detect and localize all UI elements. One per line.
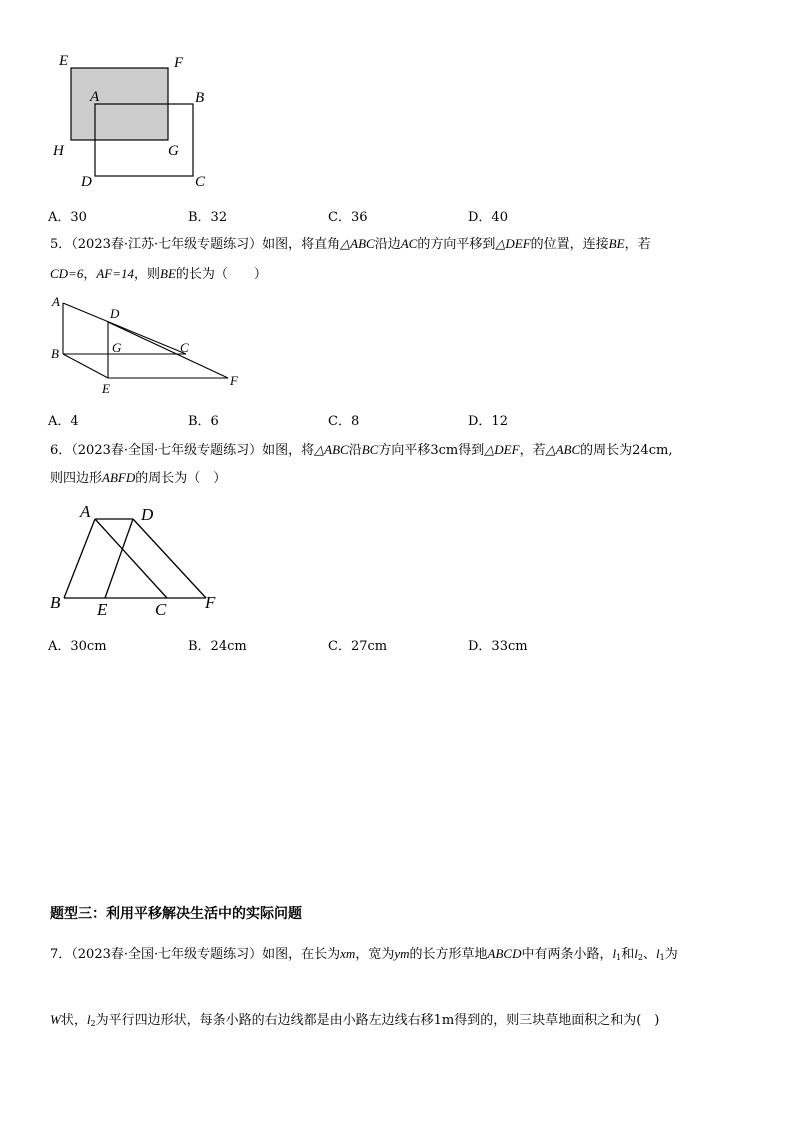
- q7-distance: 1m: [433, 1013, 455, 1028]
- q7-text: ，宽为: [355, 947, 395, 962]
- q7-subscript: 1: [616, 953, 622, 962]
- q5-option-d: D．12: [468, 414, 508, 429]
- label-A: A: [80, 502, 91, 521]
- q7-number: 7．: [50, 947, 72, 962]
- figure-rectangles: [40, 45, 230, 195]
- q6-option-b: B．24cm: [188, 639, 247, 654]
- q6-text: 的周长为（ ）: [135, 471, 227, 486]
- segment-ab: [64, 519, 95, 598]
- q7-text: 的长方形草地: [409, 947, 488, 962]
- q5-line-2: [50, 264, 267, 285]
- q7-subscript: 1: [659, 953, 665, 962]
- q4-option-d: D．40: [468, 210, 508, 225]
- q7-math-l: l: [634, 946, 638, 961]
- q6-source: （2023春·全国·七年级专题练习）: [71, 443, 263, 458]
- q4-option-a: A．30: [48, 210, 87, 225]
- q7-text: 为平行四边形状，每条小路的右边线都是由小路左边线右移: [95, 1013, 434, 1028]
- q7-math-x: xm: [340, 946, 356, 961]
- q6-line-2: [50, 468, 226, 489]
- label-C: C: [180, 340, 189, 355]
- q6-text: 方向平移: [378, 443, 431, 458]
- q5-option-b: B．6: [188, 414, 219, 429]
- q5-option-c: C．8: [328, 414, 360, 429]
- q7-text: 得到的，则三块草地面积之和为( ): [454, 1013, 660, 1028]
- q5-math-abc: △ABC: [340, 236, 375, 251]
- figure-q6: [40, 498, 240, 623]
- q7-math-l: l: [655, 946, 660, 961]
- q6-option-d: D．33cm: [468, 639, 528, 654]
- q5-text: ，则: [134, 267, 161, 282]
- label-D: D: [141, 505, 154, 524]
- q5-text: 的位置，连接: [530, 237, 609, 252]
- q5-math-af: AF=14: [96, 266, 135, 281]
- q5-text: 的方向平移到: [417, 237, 496, 252]
- q5-option-a: A．4: [48, 414, 79, 429]
- label-E: E: [102, 381, 110, 396]
- label-D: D: [110, 306, 120, 321]
- q5-text: 如图，将直角: [262, 237, 341, 252]
- q5-number: 5．: [50, 237, 72, 252]
- q7-math-abcd: ABCD: [487, 946, 522, 961]
- q6-option-c: C．27cm: [328, 639, 388, 654]
- q5-line-1: [50, 234, 651, 255]
- q5-math-be: BE: [160, 266, 176, 281]
- q7-line-2: [50, 1010, 659, 1034]
- q6-text: ,: [668, 443, 673, 458]
- q6-math-abfd: ABFD: [102, 470, 136, 485]
- q6-text: 如图，将: [262, 443, 315, 458]
- label-E: E: [97, 600, 108, 619]
- q7-source: （2023春·全国·七年级专题练习）: [71, 947, 263, 962]
- q6-text: 得到: [458, 443, 485, 458]
- label-A: A: [52, 294, 60, 309]
- q7-subscript: 2: [637, 953, 643, 962]
- q6-line-1: [50, 440, 672, 461]
- label-B: B: [195, 90, 205, 106]
- segment-ac: [63, 303, 186, 354]
- label-G: G: [112, 340, 122, 355]
- label-C: C: [195, 174, 206, 190]
- q7-math-l: l: [612, 946, 617, 961]
- q5-text: ，: [83, 267, 97, 282]
- q6-option-a: A．30cm: [48, 639, 107, 654]
- q6-distance: 3cm: [430, 443, 459, 458]
- label-G: G: [168, 143, 179, 159]
- segment-ac: [95, 519, 167, 598]
- label-F: F: [174, 55, 184, 71]
- segment-be: [63, 354, 108, 378]
- q5-math-def: △DEF: [495, 236, 531, 251]
- label-C: C: [155, 600, 167, 619]
- q5-source: （2023春·江苏·七年级专题练习）: [71, 237, 263, 252]
- q7-math-l: l: [86, 1012, 91, 1027]
- q5-math-cd: CD=6: [50, 266, 84, 281]
- q7-text: 为: [664, 947, 678, 962]
- q5-math-ac: AC: [400, 236, 418, 251]
- q7-line-1: [50, 944, 678, 968]
- label-F: F: [230, 373, 238, 388]
- q7-text: 和: [621, 947, 635, 962]
- q4-option-c: C．36: [328, 210, 368, 225]
- q7-math-w: W: [50, 1012, 61, 1027]
- section-3-heading: 题型三：利用平移解决生活中的实际问题: [50, 906, 302, 922]
- segment-de: [105, 519, 133, 598]
- q6-math-abc: △ABC: [545, 442, 581, 457]
- q7-text: 中有两条小路，: [521, 947, 613, 962]
- q5-text: 的长为（ ）: [175, 267, 267, 282]
- q7-subscript: 2: [90, 1019, 96, 1028]
- q5-text: 沿边: [374, 237, 401, 252]
- label-B: B: [51, 346, 59, 361]
- q6-text: 的周长为: [580, 443, 633, 458]
- q7-text: 如图，在长为: [262, 947, 341, 962]
- q6-perimeter: 24cm: [632, 443, 669, 458]
- q6-math-bc: BC: [361, 442, 379, 457]
- label-B: B: [50, 593, 61, 612]
- q5-text: ，若: [624, 237, 651, 252]
- q6-text: 沿: [348, 443, 362, 458]
- label-A: A: [90, 89, 100, 105]
- q7-math-y: ym: [394, 946, 410, 961]
- segment-df: [133, 519, 206, 598]
- label-D: D: [81, 174, 92, 190]
- q6-text: ，若: [519, 443, 546, 458]
- label-F: F: [205, 593, 216, 612]
- q4-option-b: B．32: [188, 210, 228, 225]
- q7-text: 、: [642, 947, 656, 962]
- figure-q5: [40, 292, 250, 402]
- q7-text: 状，: [60, 1013, 87, 1028]
- q6-number: 6．: [50, 443, 72, 458]
- q6-math-abc: △ABC: [314, 442, 349, 457]
- label-H: H: [53, 143, 64, 159]
- label-E: E: [59, 53, 69, 69]
- q6-text: 则四边形: [50, 471, 103, 486]
- q5-math-be: BE: [608, 236, 625, 251]
- segment-df: [108, 322, 228, 378]
- q6-math-def: △DEF: [484, 442, 520, 457]
